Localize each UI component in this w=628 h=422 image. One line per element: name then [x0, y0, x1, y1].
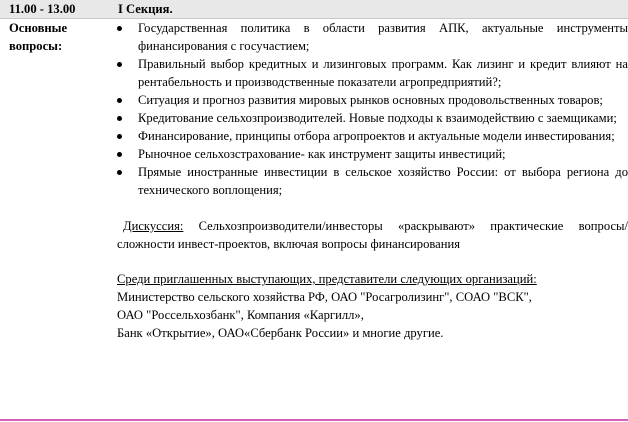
list-item: Государственная политика в области развития АПК, актуальные инструменты финансирования с госучастием; — [117, 19, 628, 55]
discussion-label: Дискуссия: — [123, 219, 184, 233]
agenda-content — [117, 19, 628, 342]
organizations-heading: Среди приглашенных выступающих, представители следующих организаций: — [117, 272, 537, 286]
time-slot: 11.00 - 13.00 — [9, 2, 76, 16]
discussion-paragraph — [117, 217, 628, 253]
header-row — [0, 0, 628, 19]
discussion-text: Сельхозпроизводители/инвесторы «раскрывают» практические вопросы/сложности инвест-проектов, включая вопросы финансирования — [117, 219, 628, 251]
list-item: Прямые иностранные инвестиции в сельское хозяйство России: от выбора региона до технического воплощения; — [117, 163, 628, 199]
bottom-divider — [0, 419, 628, 421]
topics-list — [117, 19, 628, 199]
section-title: I Секция. — [118, 2, 173, 16]
list-item: Финансирование, принципы отбора агропроектов и актуальные модели инвестирования; — [117, 127, 628, 145]
organizations-line: ОАО "Россельхозбанк", Компания «Каргилл», — [117, 308, 364, 322]
list-item: Ситуация и прогноз развития мировых рынков основных продовольственных товаров; — [117, 91, 628, 109]
organizations-block — [117, 270, 628, 342]
list-item: Кредитование сельхозпроизводителей. Новые подходы к взаимодействию с заемщиками; — [117, 109, 628, 127]
list-item: Рыночное сельхозстрахование- как инструмент защиты инвестиций; — [117, 145, 628, 163]
organizations-line: Министерство сельского хозяйства РФ, ОАО "Росагролизинг", СОАО "ВСК", — [117, 290, 532, 304]
list-item: Правильный выбор кредитных и лизинговых программ. Как лизинг и кредит влияют на рентабельность и производственные показатели агропредприятий?; — [117, 55, 628, 91]
organizations-line: Банк «Открытие», ОАО«Сбербанк России» и многие другие. — [117, 326, 444, 340]
main-questions-label: Основные вопросы: — [9, 21, 68, 53]
